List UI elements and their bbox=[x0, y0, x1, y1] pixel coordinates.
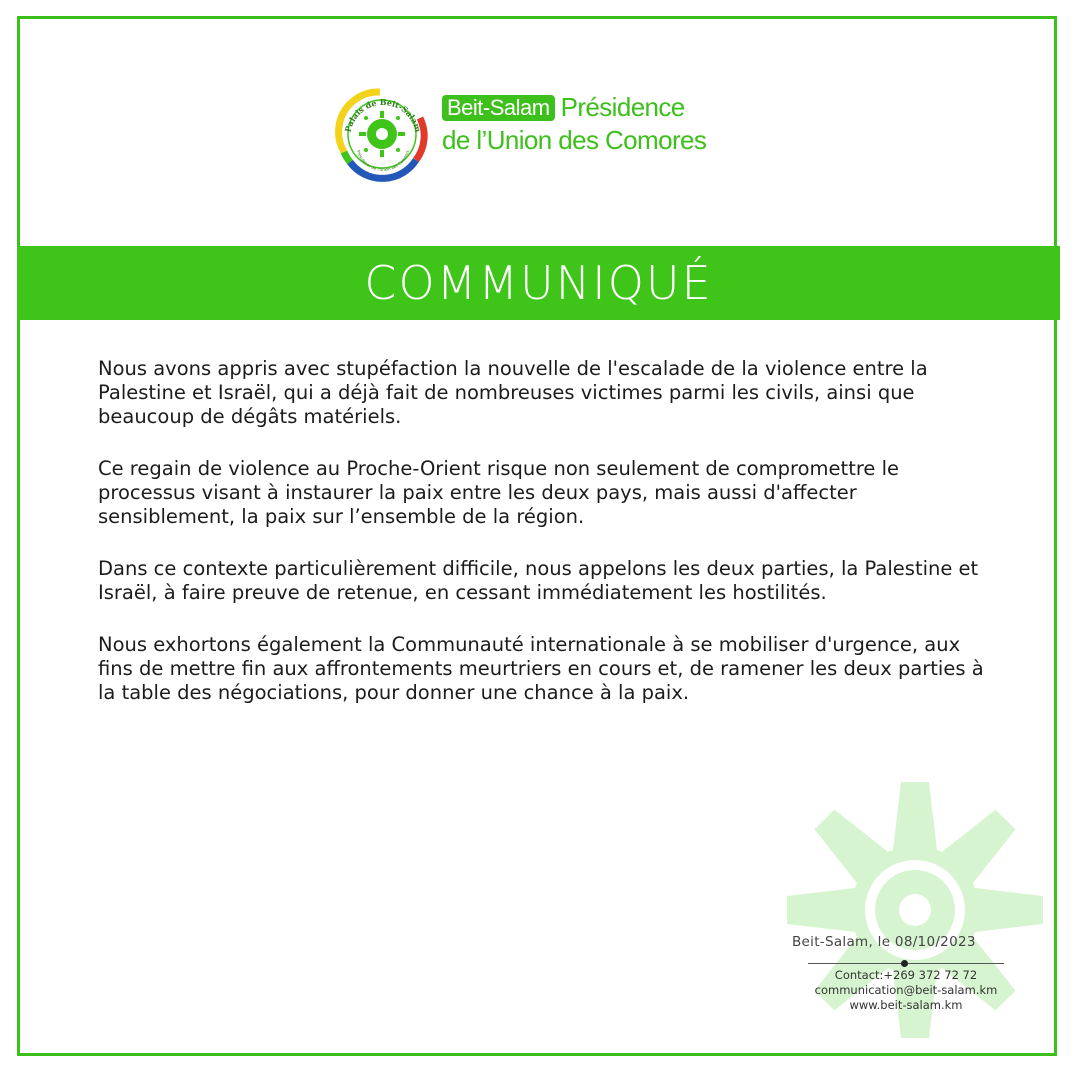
brand-title: Présidence bbox=[560, 92, 685, 122]
dateline: Beit-Salam, le 08/10/2023 bbox=[792, 934, 976, 950]
contact-block bbox=[780, 968, 1032, 1013]
paragraph: Ce regain de violence au Proche-Orient risque non seulement de compromettre le processus visant à instaurer la paix entre les deux pays, mais aussi d'affecter sensiblement, la paix sur l’ensemble de la région. bbox=[98, 457, 900, 528]
communique-body bbox=[98, 357, 998, 733]
contact-phone: Contact:+269 372 72 72 bbox=[834, 968, 978, 982]
seal-text-top: Palais de Beit-Salam bbox=[342, 96, 424, 134]
divider-dot bbox=[901, 960, 908, 967]
brand-subtitle: de l’Union des Comores bbox=[442, 125, 707, 155]
banner-title: COMMUNIQUÉ bbox=[364, 256, 713, 310]
contact-email: communication@beit-salam.km bbox=[814, 983, 998, 997]
seal-text-bottom: Présidence de l'Union des Comores bbox=[355, 149, 411, 173]
contact-web: www.beit-salam.km bbox=[849, 998, 963, 1012]
paragraph: Nous avons appris avec stupéfaction la nouvelle de l'escalade de la violence entre la Palestine et Israël, qui a déjà fait de nombreuses victimes parmi les civils, ainsi que beaucoup de dégâts matériels. bbox=[98, 357, 928, 428]
presidential-seal-icon bbox=[330, 82, 434, 186]
header-logo bbox=[330, 82, 750, 192]
paragraph: Dans ce contexte particulièrement difficile, nous appelons les deux parties, la Palestine et Israël, à faire preuve de retenue, en cessant immédiatement les hostilités. bbox=[98, 557, 979, 604]
title-banner bbox=[17, 246, 1060, 320]
paragraph: Nous exhortons également la Communauté internationale à se mobiliser d'urgence, aux fins de mettre fin aux affrontements meurtriers en cours et, de ramener les deux parties à la table des négociations, pour donner une chance à la paix. bbox=[98, 633, 984, 704]
brand-badge: Beit-Salam bbox=[442, 95, 555, 121]
brand-block bbox=[442, 92, 706, 156]
